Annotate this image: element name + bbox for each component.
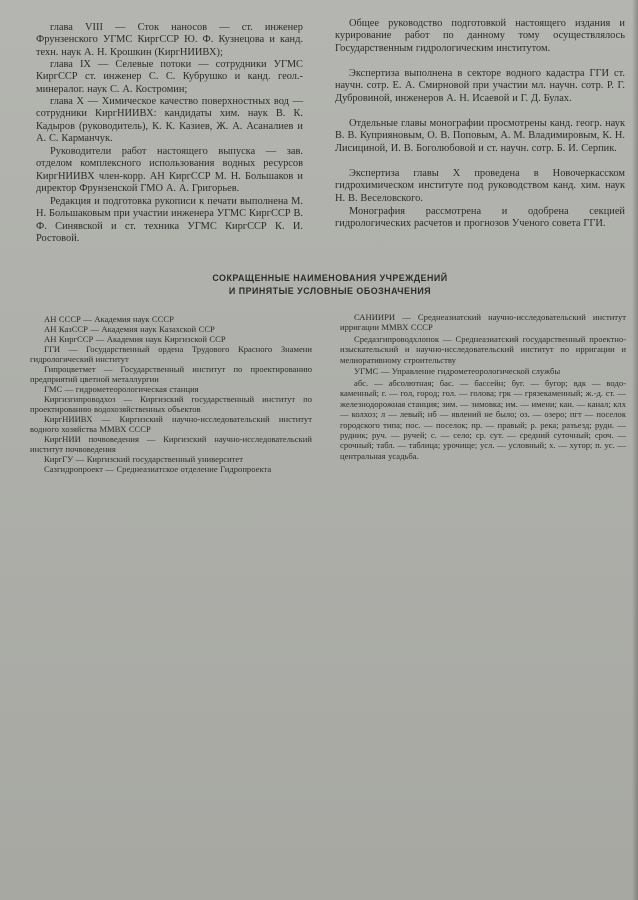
abbreviation-entry: САНИИРИ — Среднеазиатский научно-исследовательский институт ирригации ММВХ СССР [340,312,626,333]
abbreviation-entry: АН КазССР — Академия наук Казахской ССР [44,324,215,334]
abbreviation-entry: КиргГУ — Киргизский государственный университет [44,454,244,464]
right-paragraph-2: Экспертиза выполнена в секторе водного кадастра ГГИ ст. научн. сотр. Е. А. Смирновой при участии мл. научн. сотр. Р. Г. Дубровиной, инженеров А. Н. Исаевой и Г. Д. Булах. [335,68,625,104]
left-paragraph-5: Редакция и подготовка рукописи к печати выполнена М. Н. Большаковым при участии инженера УГМС КиргССР В. Ф. Синявской и ст. техника УГМС КиргССР К. И. Ростовой. [36,196,304,245]
left-paragraph-2: глава IX — Селевые потоки — сотрудники УГМС КиргССР ст. инженер С. С. Кубрушко и канд. геол.-минералог. наук С. А. Костромин; [36,59,303,95]
abbreviation-entry: Средазгипроводхлопок — Среднеазиатский государственный проектно-изыскательский и научно-исследовательский институт по ирригации и мелиоративному строительству [340,334,626,365]
right-paragraph-3: Отдельные главы монографии просмотрены канд. геогр. наук В. В. Куприяновым, О. В. Поповым, А. М. Владимировым, К. Н. Лисициной, И. В. Боголюбовой и ст. научн. сотр. Б. И. Серпик. [335,118,625,154]
abbreviation-entry: Сазгидропроект — Среднеазиатское отделение Гидропроекта [44,464,272,474]
abbreviation-entry: Киргизгипроводхоз — Киргизский государственный институт по проектированию водохозяйственных объектов [30,394,312,415]
abbreviation-entry: ГГИ — Государственный ордена Трудового Красного Знамени гидрологический институт [30,344,312,365]
left-paragraph-4: Руководители работ настоящего выпуска — зав. отделом комплексного использования водных ресурсов КиргНИИВХ член-корр. АН КиргССР М. Н. Большаков и директор Фрунзенской ГМО А. А. Григорьев. [36,146,303,195]
abbreviation-entry: КиргНИИВХ — Киргизский научно-исследовательский институт водного хозяйства ММВХ СССР [30,414,312,435]
section-heading-line-1: СОКРАЩЕННЫЕ НАИМЕНОВАНИЯ УЧРЕЖДЕНИЙ [212,273,448,283]
abbreviation-entry: Гипроцветмет — Государственный институт по проектированию предприятий цветной металлургии [30,364,312,385]
abbreviation-entry: КиргНИИ почвоведения — Киргизский научно-исследовательский институт почвоведения [30,434,312,455]
right-paragraph-5: Монография рассмотрена и одобрена секцией гидрологических расчетов и прогнозов Ученого совета ГГИ. [335,206,625,230]
abbreviation-entry: АН КиргССР — Академия наук Киргизской ССР [44,334,226,344]
abbreviation-entry: УГМС — Управление гидрометеорологической службы [354,366,561,376]
symbols-list: абс. — абсолютная; бас. — бассейн; буг. — бугор; вдк — водо-каменный; г. — гол, город; гол. — голова; грк — грязекаменный; ж.-д. ст. — железнодорожная станция; зим. — зимовка; им. — имени; кан. — канал; клх — колхоз; л — левый; нб — явлений не было; оз. — озеро; пгт — поселок городского типа; пос. — поселок; пр. — правый; р. река; разъезд; рудн. — рудник; руч. — ручей; с. — село; ср. сут. — средний суточный; сроч. — срочный; табл. — таблица; урочище; усл. — условный; х. — хутор; п. ус. — центральная усадьба. [340,378,626,461]
section-heading-line-2: И ПРИНЯТЫЕ УСЛОВНЫЕ ОБОЗНАЧЕНИЯ [228,286,432,296]
left-paragraph-1: глава VIII — Сток наносов — ст. инженер Фрунзенского УГМС КиргССР Ю. Ф. Кузнецова и канд. техн. наук А. Н. Крошкин (КиргНИИВХ); [36,22,303,58]
abbreviation-entry: ГМС — гидрометеорологическая станция [44,384,199,394]
right-paragraph-4: Экспертиза главы X проведена в Новочеркасском гидрохимическом институте под руководством канд. хим. наук Н. В. Веселовского. [335,168,625,204]
page-edge-shadow [632,0,638,900]
right-paragraph-1: Общее руководство подготовкой настоящего издания и курирование работ по данному тому осуществлялось Государственным гидрологическим институтом. [335,18,625,54]
left-paragraph-3: глава X — Химическое качество поверхностных вод — сотрудники КиргНИИВХ: кандидаты хим. наук В. К. Кадыров (руководитель), К. К. Казиев, Ж. А. Асаналиев и А. С. Карманчук. [36,96,303,145]
abbreviation-entry: АН СССР — Академия наук СССР [44,314,174,324]
